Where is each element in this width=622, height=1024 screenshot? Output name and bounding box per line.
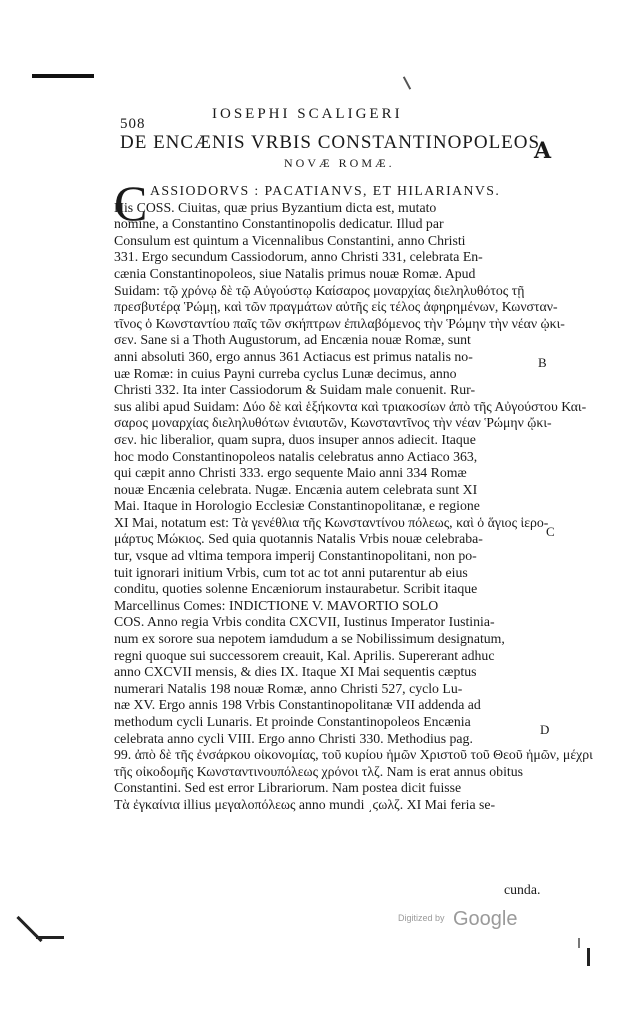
text-line: nomine, a Constantino Constantinopolis dedicatur. Illud par	[114, 216, 444, 232]
body-text	[114, 183, 593, 814]
text-line: σεν. Sane si a Thoth Augustorum, ad Encænia nouæ Romæ, sunt	[114, 332, 471, 348]
text-line: μάρτυς Μώκιος. Sed quia quotannis Natalis Vrbis nouæ celebraba-	[114, 531, 483, 547]
text-line: hoc modo Constantinopoleos natalis celebratus anno Actiaco 363,	[114, 448, 478, 464]
text-line: Τὰ ἐγκαίνια illius μεγαλοπόλεως anno mundi ͵ϛωλζ. XI Mai feria se-	[114, 796, 496, 812]
signature-mark: A	[534, 138, 552, 164]
text-line: 331. Ergo secundum Cassiodorum, anno Christi 331, celebrata En-	[114, 249, 483, 265]
text-line: num ex sorore sua nepotem iamdudum a se Nobilissimum designatum,	[114, 631, 505, 647]
decorative-tick-top	[403, 76, 411, 89]
google-logo: Google	[452, 908, 518, 930]
text-line: tuit ignorari initium Vrbis, cum tot ac tot anni putarentur ab eius	[114, 564, 468, 580]
text-line: Christi 332. Ita inter Cassiodorum & Suidam male conuenit. Rur-	[114, 382, 476, 398]
digitized-by-label: Digitized by	[398, 913, 445, 923]
text-line: Consulum est quintum a Vicennalibus Constantini, anno Christi	[114, 232, 466, 248]
text-line: celebrata anno cycli VIII. Ergo anno Christi 330. Methodius pag.	[114, 730, 473, 746]
margin-letter-c: C	[546, 524, 555, 539]
text-line: τῆς οἰκοδομῆς Κωνσταντινουπόλεως χρόνοι τλζ. Nam is erat annus obitus	[114, 763, 524, 779]
text-line: COS. Anno regia Vrbis condita CXCVII, Iustinus Imperator Iustinia-	[114, 614, 495, 630]
text-line: conditu, quoties solenne Encæniorum instaurabetur. Scribit itaque	[114, 581, 478, 597]
drop-cap: C	[114, 175, 148, 231]
text-line: regni quoque sui successorem creauit, Kal. Aprilis. Supererant adhuc	[114, 647, 495, 663]
text-line: Constantini. Sed est error Librariorum. Nam postea dicit fuisse	[114, 780, 462, 796]
text-line: anni absoluti 360, ergo annus 361 Actiacus est primus natalis no-	[114, 348, 473, 364]
text-line: sus alibi apud Suidam: Δύο δὲ καὶ ἑξήκοντα καὶ τριακοσίων ἀπὸ τῆς Αὐγούστου Και-	[114, 398, 587, 414]
running-head: IOSEPHI SCALIGERI	[212, 106, 403, 122]
text-line: Mai. Itaque in Horologio Ecclesiæ Constantinopolitanæ, e regione	[114, 498, 480, 514]
text-line: σεν. hic liberalior, quam supra, duos insuper annos adiecit. Itaque	[114, 431, 476, 447]
text-line: πρεσβυτέρᾳ Ῥώμῃ, καὶ τῶν πραγμάτων αὐτῆς εἰς τέλος ἀφηρημένων, Κωνσταν-	[114, 299, 558, 315]
page-subtitle: NOVÆ ROMÆ.	[284, 156, 395, 170]
text-line: cænia Constantinopoleos, siue Natalis primus nouæ Romæ. Apud	[114, 265, 476, 281]
text-line: Marcellinus Comes: INDICTIONE V. MAVORTIO SOLO	[114, 597, 439, 613]
text-line: ASSIODORVS : PACATIANVS, ET HILARIANVS.	[150, 183, 501, 198]
decorative-rule-left-bar	[36, 936, 64, 939]
text-line: nouæ Encænia celebrata. Nugæ. Encænia autem celebrata sunt XI	[114, 481, 478, 497]
decorative-tick-right	[578, 938, 580, 948]
catchword: cunda.	[504, 882, 541, 897]
margin-letter-b: B	[538, 355, 547, 370]
text-line: numerari Natalis 198 nouæ Romæ, anno Christi 527, cyclo Lu-	[114, 680, 463, 696]
text-line: His COSS. Ciuitas, quæ prius Byzantium dicta est, mutato	[114, 199, 437, 215]
margin-letter-d: D	[540, 722, 550, 737]
text-line: næ XV. Ergo annis 198 Vrbis Constantinopolitanæ VII addenda ad	[114, 697, 481, 713]
page-title: DE ENCÆNIS VRBIS CONSTANTINOPOLEOS	[120, 132, 541, 153]
text-line: XI Mai, notatum est: Τὰ γενέθλια τῆς Κωνσταντίνου πόλεως, καὶ ὁ ἅγιος ἱερο-	[114, 514, 549, 530]
text-line: Suidam: τῷ χρόνῳ δὲ τῷ Αὐγούστῳ Καίσαρος μοναρχίας διεληλυθότος τῇ	[114, 282, 525, 298]
text-line: qui cæpit anno Christi 333. ergo sequente Maio anni 334 Romæ	[114, 465, 467, 481]
text-line: uæ Romæ: in cuius Payni curreba cyclus Lunæ decimus, anno	[114, 365, 457, 381]
text-line: tur, vsque ad vltima tempora imperij Constantinopolitani, non po-	[114, 548, 477, 564]
text-line: methodum cycli Lunaris. Et proinde Constantinopoleos Encænia	[114, 714, 471, 729]
page-number: 508	[120, 116, 146, 132]
text-line: anno CXCVII mensis, & dies IX. Itaque XI Mai sequentis cæptus	[114, 664, 477, 680]
decorative-rule-right	[587, 948, 590, 966]
digitization-watermark	[398, 908, 517, 931]
decorative-rule-top	[32, 74, 94, 78]
text-line: 99. ἀπὸ δὲ τῆς ἐνσάρκου οἰκονομίας, τοῦ κυρίου ἡμῶν Χριστοῦ τοῦ Θεοῦ ἡμῶν, μέχρι	[114, 747, 593, 763]
text-line: σαρος μοναρχίας διεληλυθότων ἐνιαυτῶν, Κωνσταντῖνος τὴν νέαν Ῥώμην ᾤκι-	[114, 415, 552, 431]
text-line: τῖνος ὁ Κωνσταντίου παῖς τῶν σκήπτρων ἐπιλαβόμενος τὴν Ῥώμην τὴν νέαν ᾠκι-	[114, 315, 565, 331]
